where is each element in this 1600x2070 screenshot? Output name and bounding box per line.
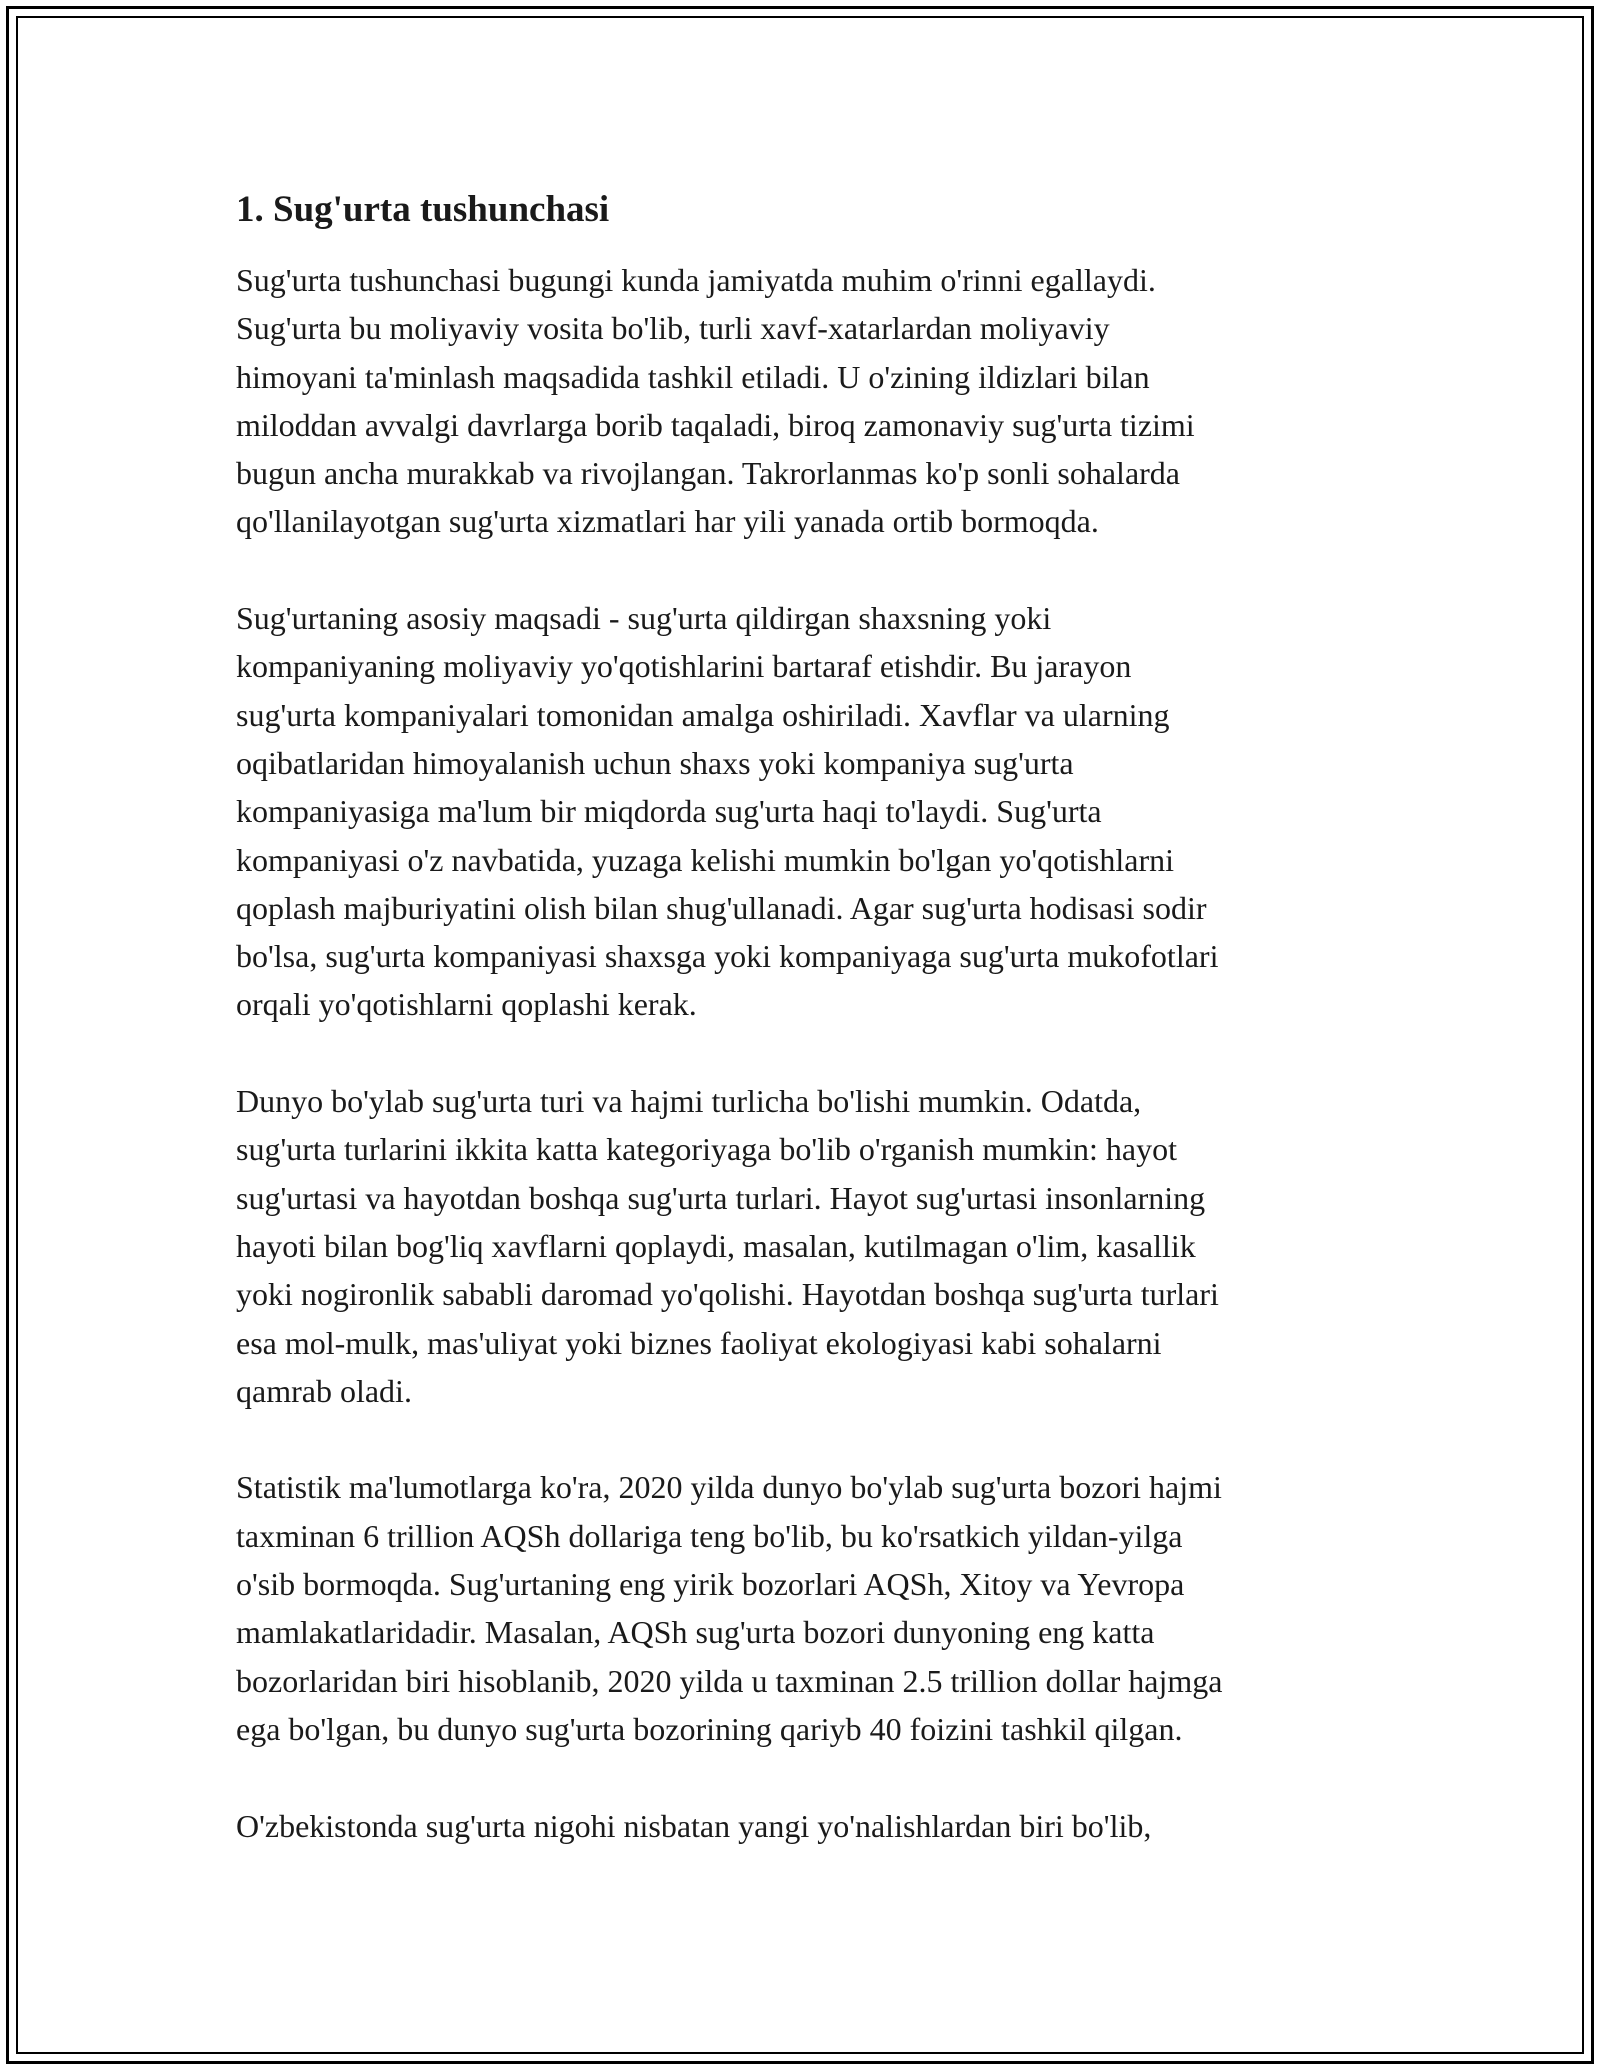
paragraph-3: Dunyo bo'ylab sug'urta turi va hajmi turlicha bo'lishi mumkin. Odatda, sug'urta turlarini ikkita katta kategoriyaga bo'lib o'rganish mumkin: hayot sug'urtasi va hayotdan boshqa sug'urta turlari. Hayot sug'urtasi insonlarning hayoti bilan bog'liq xavflarni qoplaydi, masalan, kutilmagan o'lim, kasallik yoki nogironlik sababli daromad yo'qolishi. Hayotdan boshqa sug'urta turlari esa mol-mulk, mas'uliyat yoki biznes faoliyat ekologiyasi kabi sohalarni qamrab oladi. <box>236 1083 1219 1409</box>
paragraph-1: Sug'urta tushunchasi bugungi kunda jamiyatda muhim o'rinni egallaydi. Sug'urta bu moliyaviy vosita bo'lib, turli xavf-xatarlardan moliyaviy himoyani ta'minlash maqsadida tashkil etiladi. U o'zining ildizlari bilan miloddan avvalgi davrlarga borib taqaladi, biroq zamonaviy sug'urta tizimi bugun ancha murakkab va rivojlangan. Takrorlanmas ko'p sonli sohalarda qo'llanilayotgan sug'urta xizmatlari har yili yanada ortib bormoqda. <box>236 262 1195 540</box>
paragraph-4: Statistik ma'lumotlarga ko'ra, 2020 yilda dunyo bo'ylab sug'urta bozori hajmi taxminan 6 trillion AQSh dollariga teng bo'lib, bu ko'rsatkich yildan-yilga o'sib bormoqda. Sug'urtaning eng yirik bozorlari AQSh, Xitoy va Yevropa mamlakatlaridadir. Masalan, AQSh sug'urta bozori dunyoning eng katta bozorlaridan biri hisoblanib, 2020 yilda u taxminan 2.5 trillion dollar hajmga ega bo'lgan, bu dunyo sug'urta bozorining qariyb 40 foizini tashkil qilgan. <box>236 1469 1223 1747</box>
document-body <box>236 186 1386 1898</box>
section-heading: 1. Sug'urta tushunchasi <box>236 189 610 230</box>
paragraph-2: Sug'urtaning asosiy maqsadi - sug'urta qildirgan shaxsning yoki kompaniyaning moliyaviy yo'qotishlarini bartaraf etishdir. Bu jarayon sug'urta kompaniyalari tomonidan amalga oshiriladi. Xavflar va ularning oqibatlaridan himoyalanish uchun shaxs yoki kompaniya sug'urta kompaniyasiga ma'lum bir miqdorda sug'urta haqi to'laydi. Sug'urta kompaniyasi o'z navbatida, yuzaga kelishi mumkin bo'lgan yo'qotishlarni qoplash majburiyatini olish bilan shug'ullanadi. Agar sug'urta hodisasi sodir bo'lsa, sug'urta kompaniyasi shaxsga yoki kompaniyaga sug'urta mukofotlari orqali yo'qotishlarni qoplashi kerak. <box>236 600 1219 1023</box>
paragraph-5: O'zbekistonda sug'urta nigohi nisbatan yangi yo'nalishlardan biri bo'lib, <box>236 1807 1152 1844</box>
